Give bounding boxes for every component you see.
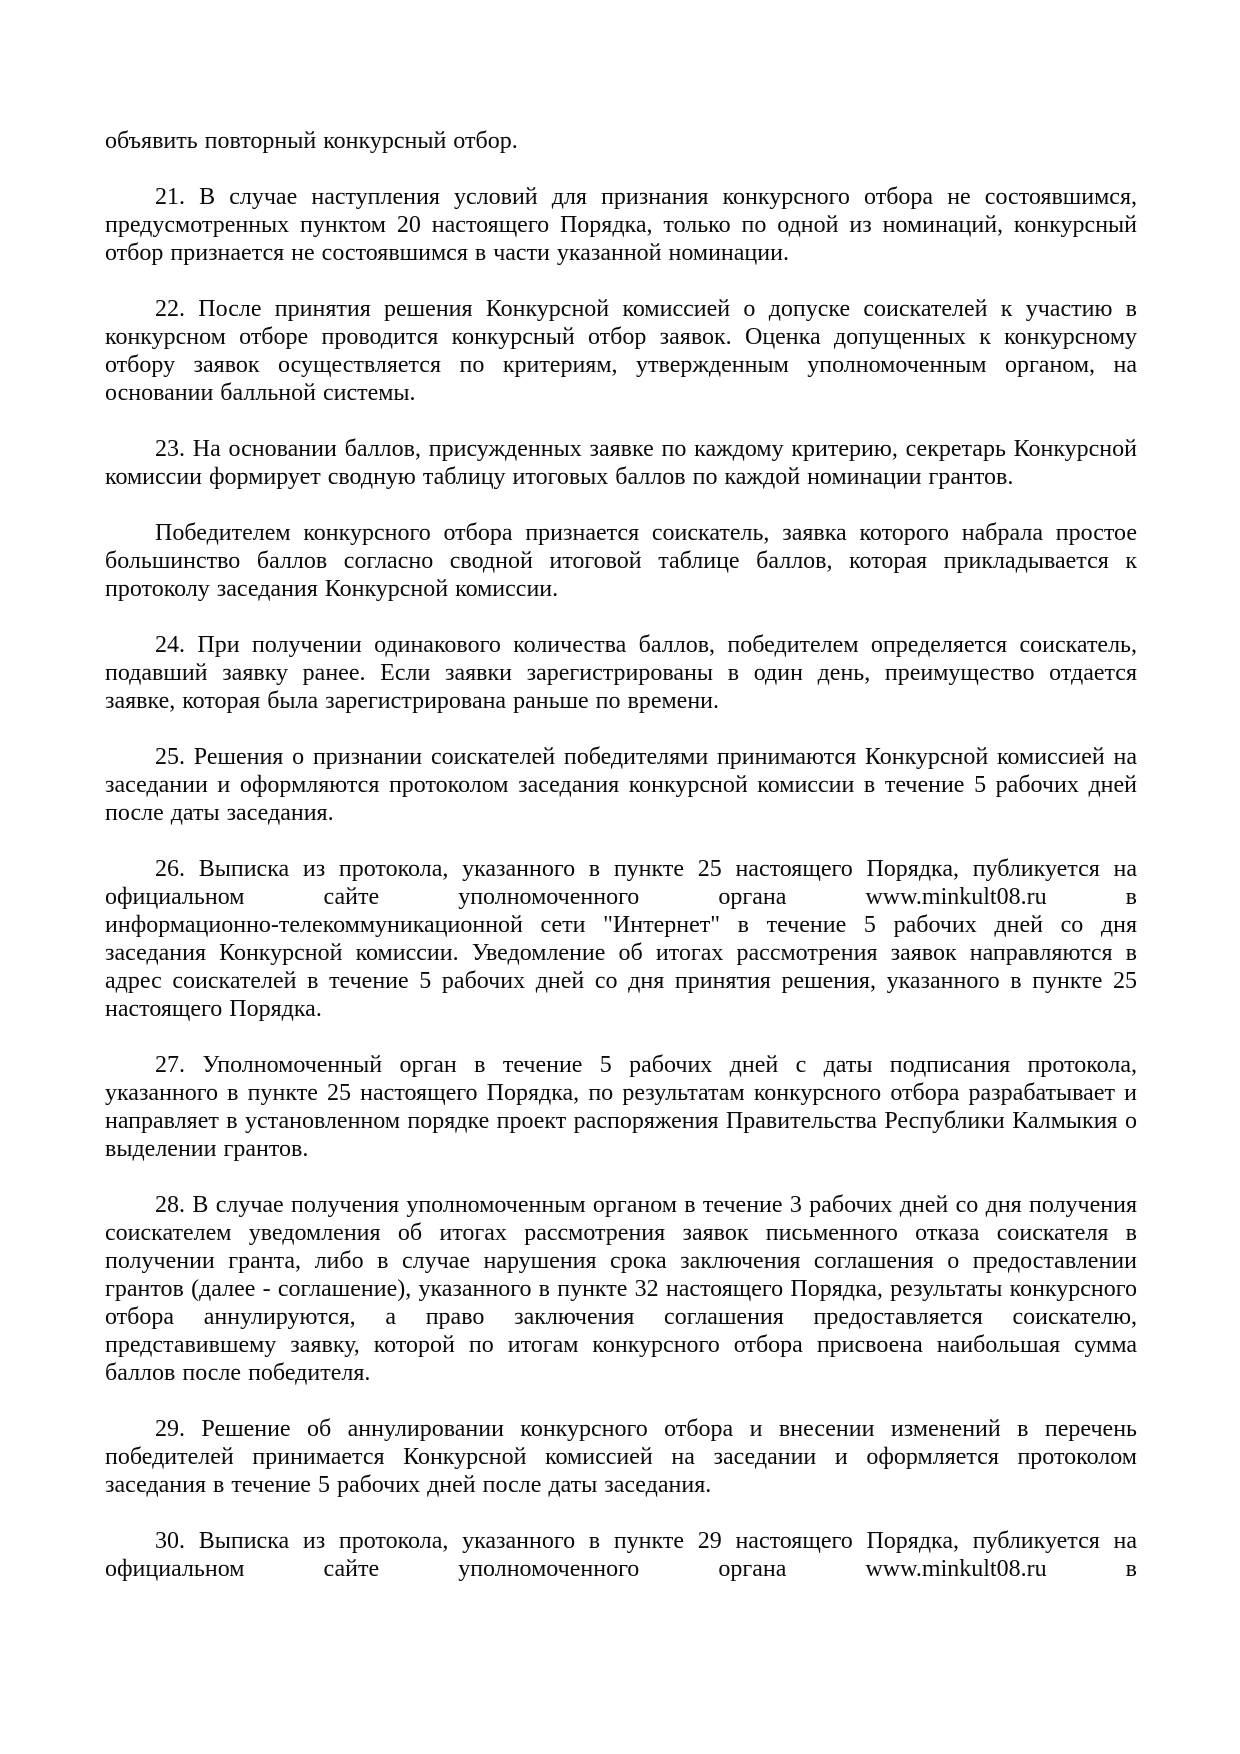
paragraph-continuation-top: объявить повторный конкурсный отбор. xyxy=(105,128,518,154)
paragraph-item-23: 23. На основании баллов, присужденных заявке по каждому критерию, секретарь Конкурсной комиссии формирует сводную таблицу итоговых баллов по каждой номинации грантов. xyxy=(105,436,1137,490)
paragraph-item-26: 26. Выписка из протокола, указанного в пункте 25 настоящего Порядка, публикуется на официальном сайте уполномоченного органа www.minkult08.ru в информационно‑телекоммуникационной сети "Интернет" в течение 5 рабочих дней со дня заседания Конкурсной комиссии. Уведомление об итогах рассмотрения заявок направляются в адрес соискателей в течение 5 рабочих дней со дня принятия решения, указанного в пункте 25 настоящего Порядка. xyxy=(105,856,1137,1022)
paragraph-winner-definition: Победителем конкурсного отбора признается соискатель, заявка которого набрала простое большинство баллов согласно сводной итоговой таблице баллов, которая прикладывается к протоколу заседания Конкурсной комиссии. xyxy=(105,520,1137,602)
paragraph-item-22: 22. После принятия решения Конкурсной комиссией о допуске соискателей к участию в конкурсном отборе проводится конкурсный отбор заявок. Оценка допущенных к конкурсному отбору заявок осуществляется по критериям, утвержденным уполномоченным органом, на основании балльной системы. xyxy=(105,296,1137,406)
paragraph-item-25: 25. Решения о признании соискателей победителями принимаются Конкурсной комиссией на заседании и оформляются протоколом заседания конкурсной комиссии в течение 5 рабочих дней после даты заседания. xyxy=(105,744,1137,826)
paragraph-item-28: 28. В случае получения уполномоченным органом в течение 3 рабочих дней со дня получения соискателем уведомления об итогах рассмотрения заявок письменного отказа соискателя в получении гранта, либо в случае нарушения срока заключения соглашения о предоставлении грантов (далее - соглашение), указанного в пункте 32 настоящего Порядка, результаты конкурсного отбора аннулируются, а право заключения соглашения предоставляется соискателю, представившему заявку, которой по итогам конкурсного отбора присвоена наибольшая сумма баллов после победителя. xyxy=(105,1192,1137,1386)
paragraph-item-24: 24. При получении одинакового количества баллов, победителем определяется соискатель, подавший заявку ранее. Если заявки зарегистрированы в один день, преимущество отдается заявке, которая была зарегистрирована раньше по времени. xyxy=(105,632,1137,714)
paragraph-item-21: 21. В случае наступления условий для признания конкурсного отбора не состоявшимся, предусмотренных пунктом 20 настоящего Порядка, только по одной из номинаций, конкурсный отбор признается не состоявшимся в части указанной номинации. xyxy=(105,184,1137,266)
paragraph-item-27: 27. Уполномоченный орган в течение 5 рабочих дней с даты подписания протокола, указанного в пункте 25 настоящего Порядка, по результатам конкурсного отбора разрабатывает и направляет в установленном порядке проект распоряжения Правительства Республики Калмыкия о выделении грантов. xyxy=(105,1052,1137,1162)
paragraph-item-29: 29. Решение об аннулировании конкурсного отбора и внесении изменений в перечень победителей принимается Конкурсной комиссией на заседании и оформляется протоколом заседания в течение 5 рабочих дней после даты заседания. xyxy=(105,1416,1137,1498)
paragraph-item-30: 30. Выписка из протокола, указанного в пункте 29 настоящего Порядка, публикуется на официальном сайте уполномоченного органа www.minkult08.ru в xyxy=(105,1528,1137,1582)
